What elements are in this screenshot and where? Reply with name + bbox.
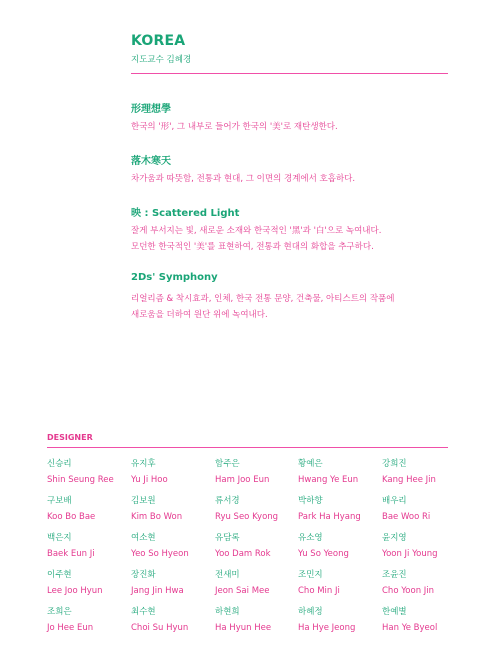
designer-korean-name: 장진화 — [131, 570, 156, 580]
designer-card — [47, 496, 129, 523]
designer-english-name: Shin Seung Ree — [47, 475, 114, 485]
designer-english-name: Cho Yoon Jin — [382, 586, 435, 596]
designer-korean-name: 백은지 — [47, 533, 72, 543]
designer-english-name: Park Ha Hyang — [298, 512, 361, 522]
designer-divider — [47, 447, 448, 448]
designer-card — [47, 607, 129, 634]
designer-english-name: Jeon Sai Mee — [215, 586, 270, 596]
designer-card — [131, 496, 213, 523]
designer-card — [215, 496, 297, 523]
designer-korean-name: 유소영 — [298, 533, 323, 543]
designer-english-name: Jang Jin Hwa — [131, 586, 184, 596]
designer-english-name: Yu So Yeong — [298, 549, 349, 559]
designer-card — [298, 533, 380, 560]
designer-card — [131, 533, 213, 560]
designer-heading: DESIGNER — [47, 433, 93, 442]
designer-card — [382, 459, 464, 486]
designer-english-name: Choi Su Hyun — [131, 623, 189, 633]
designer-korean-name: 구보배 — [47, 496, 72, 506]
designer-korean-name: 하현희 — [215, 607, 240, 617]
designer-card — [298, 459, 380, 486]
designer-korean-name: 최수현 — [131, 607, 156, 617]
designer-english-name: Lee Joo Hyun — [47, 586, 103, 596]
designer-english-name: Koo Bo Bae — [47, 512, 96, 522]
designer-korean-name: 전새미 — [215, 570, 240, 580]
section-title-4: 2Ds' Symphony — [131, 272, 218, 283]
designer-card — [215, 459, 297, 486]
designer-card — [215, 607, 297, 634]
designer-korean-name: 하혜정 — [298, 607, 323, 617]
section-title-2: 落木寒天 — [131, 156, 171, 167]
designer-card — [47, 533, 129, 560]
section-text-1-line-1: 한국의 '形', 그 내부로 들어가 한국의 '美'로 재탄생한다. — [131, 122, 338, 132]
section-text-3-line-2: 모던한 한국적인 '美'를 표현하여, 전통과 현대의 화합을 추구하다. — [131, 242, 374, 252]
section-text-4-line-1: 리얼리즘 & 착시효과, 인체, 한국 전통 문양, 건축물, 아티스트의 작품에 — [131, 294, 395, 304]
designer-card — [382, 496, 464, 523]
designer-card — [382, 533, 464, 560]
designer-korean-name: 김보원 — [131, 496, 156, 506]
designer-korean-name: 여소현 — [131, 533, 156, 543]
page-title: KOREA — [131, 33, 186, 49]
designer-english-name: Kim Bo Won — [131, 512, 183, 522]
section-text-4-line-2: 새로움을 더하여 원단 위에 녹여내다. — [131, 310, 268, 320]
designer-english-name: Ryu Seo Kyong — [215, 512, 279, 522]
designer-english-name: Ha Hyun Hee — [215, 623, 272, 633]
designer-korean-name: 조민지 — [298, 570, 323, 580]
designer-card — [215, 533, 297, 560]
designer-korean-name: 한예별 — [382, 607, 407, 617]
designer-card — [47, 570, 129, 597]
designer-english-name: Ha Hye Jeong — [298, 623, 356, 633]
designer-card — [298, 496, 380, 523]
designer-english-name: Jo Hee Eun — [47, 623, 94, 633]
designer-english-name: Bae Woo Ri — [382, 512, 431, 522]
designer-english-name: Hwang Ye Eun — [298, 475, 359, 485]
designer-english-name: Yu Ji Hoo — [131, 475, 168, 485]
designer-english-name: Baek Eun Ji — [47, 549, 95, 559]
designer-card — [131, 570, 213, 597]
designer-english-name: Yeo So Hyeon — [131, 549, 189, 559]
designer-english-name: Yoo Dam Rok — [215, 549, 271, 559]
designer-card — [382, 570, 464, 597]
designer-korean-name: 조윤진 — [382, 570, 407, 580]
advisor-label: 지도교수 김혜경 — [131, 55, 192, 65]
section-title-3: 映 : Scattered Light — [131, 208, 240, 219]
designer-english-name: Han Ye Byeol — [382, 623, 438, 633]
designer-korean-name: 이주현 — [47, 570, 72, 580]
designer-english-name: Kang Hee Jin — [382, 475, 436, 485]
designer-korean-name: 조희은 — [47, 607, 72, 617]
designer-korean-name: 박하향 — [298, 496, 323, 506]
designer-card — [298, 570, 380, 597]
designer-card — [131, 459, 213, 486]
designer-korean-name: 유담록 — [215, 533, 240, 543]
designer-card — [47, 459, 129, 486]
section-text-2-line-1: 차가움과 따뜻함, 전통과 현대, 그 이면의 경계에서 호흡하다. — [131, 174, 356, 184]
designer-card — [215, 570, 297, 597]
designer-korean-name: 윤지영 — [382, 533, 407, 543]
designer-korean-name: 유지후 — [131, 459, 156, 469]
designer-english-name: Yoon Ji Young — [382, 549, 438, 559]
header-divider — [131, 73, 448, 74]
designer-english-name: Ham Joo Eun — [215, 475, 270, 485]
designer-korean-name: 신승리 — [47, 459, 72, 469]
designer-card — [131, 607, 213, 634]
designer-korean-name: 배우리 — [382, 496, 407, 506]
designer-card — [298, 607, 380, 634]
designer-korean-name: 황예은 — [298, 459, 323, 469]
designer-korean-name: 류서경 — [215, 496, 240, 506]
designer-korean-name: 강희진 — [382, 459, 407, 469]
section-text-3-line-1: 잘게 부서지는 빛, 새로운 소재와 한국적인 '黑'과 '白'으로 녹여내다. — [131, 226, 382, 236]
section-title-1: 形理想學 — [131, 104, 171, 115]
designer-card — [382, 607, 464, 634]
designer-english-name: Cho Min Ji — [298, 586, 340, 596]
designer-grid — [47, 459, 457, 639]
designer-korean-name: 함주은 — [215, 459, 240, 469]
